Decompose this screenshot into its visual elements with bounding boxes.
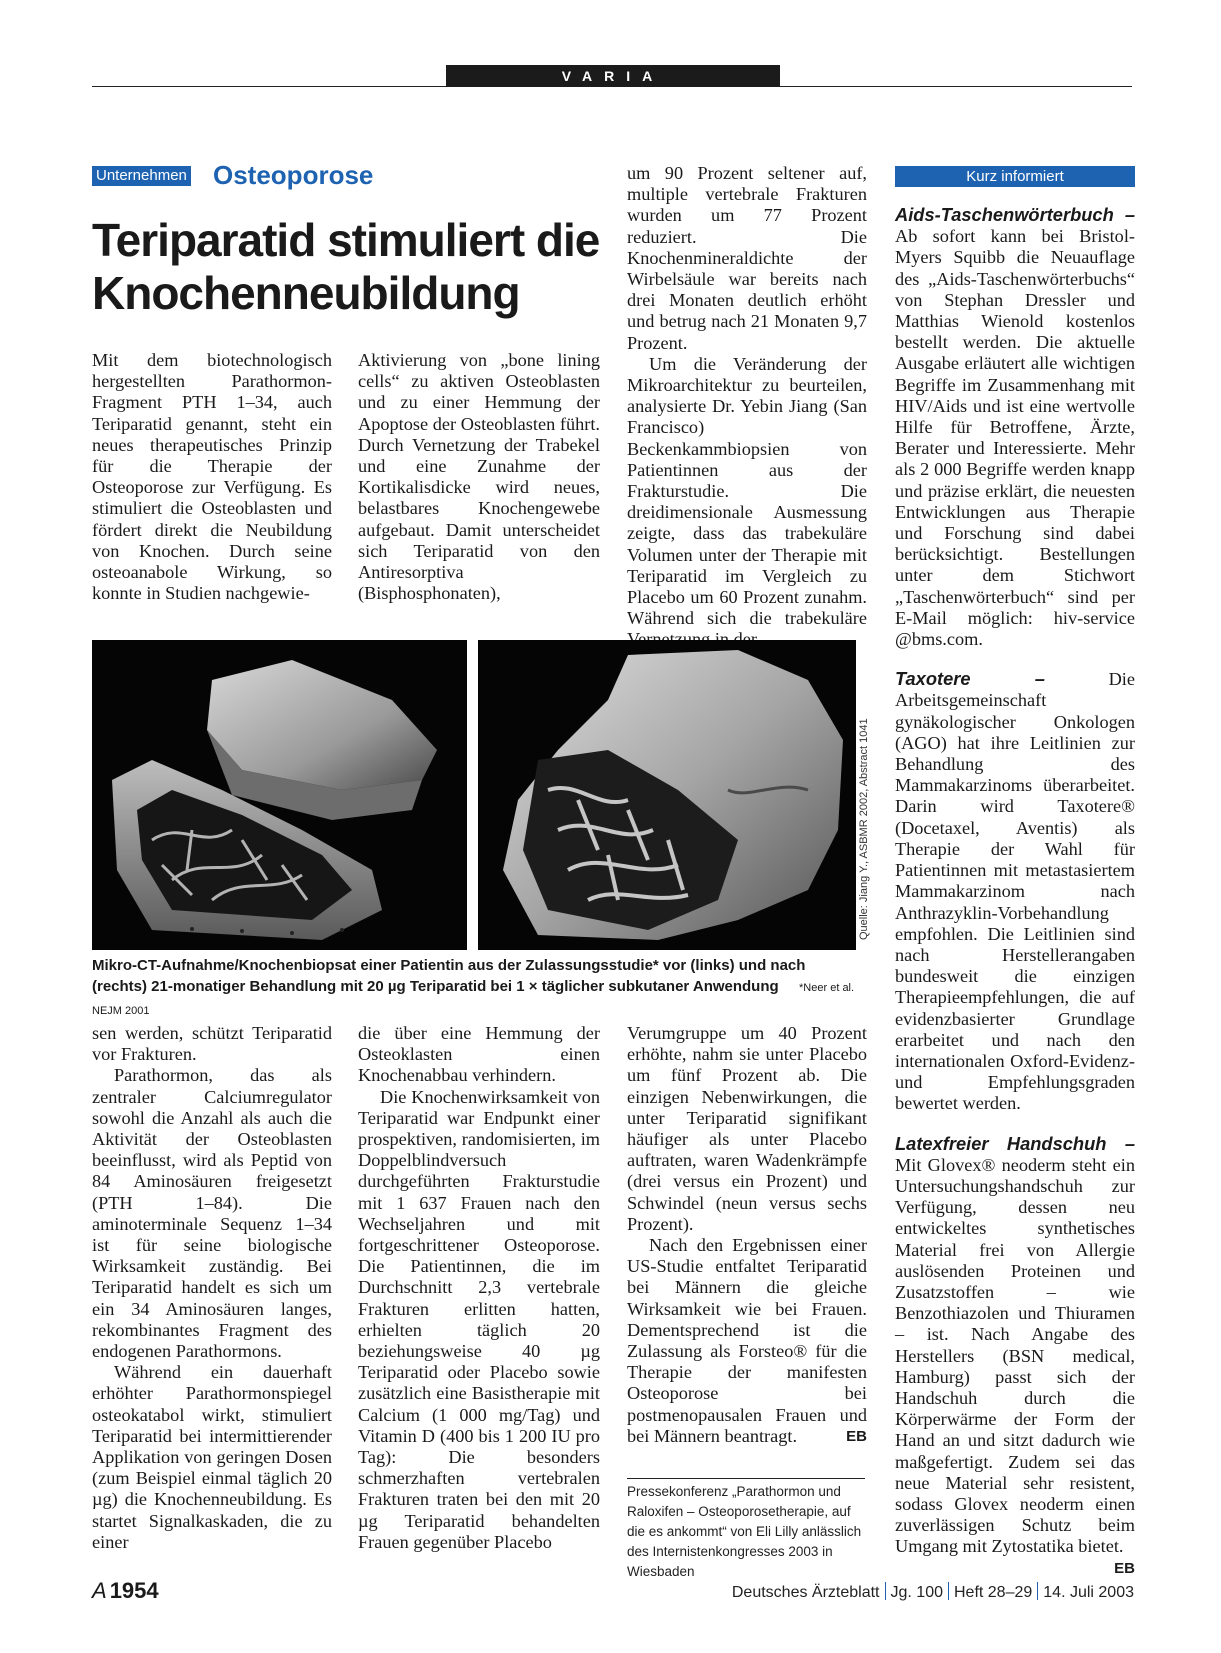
kicker: Osteoporose xyxy=(213,160,374,190)
caption-text: Mikro-CT-Aufnahme/Knochenbiopsat einer Patientin aus der Zulassungsstudie* vor (links) und nach (rechts) 21-monatiger Behandlung mit 20 µg Teriparatid bei 1 × täglicher subkutaner Anwendung xyxy=(92,957,806,995)
sidebar-tag: Kurz informiert xyxy=(895,166,1135,187)
page-number xyxy=(92,1578,159,1604)
entry-text: Ab sofort kann bei Bristol-Myers Squibb die Neuauflage des „Aids-Taschenwörterbuchs“ von Stephan Dressler und Matthias Wienold kostenlos bestellt werden. Die aktuelle Ausgabe erläutert alle wichtigen Begriffe im Zusammenhang mit HIV/Aids und ist eine wertvolle Hilfe für Betroffene, Ärzte, Berater und Interessierte. Mehr als 2 000 Begriffe werden knapp und präzise erklärt, die neuesten Entwicklungen aus Therapie und Forschung sind dabei berücksichtigt. Bestellungen unter dem Stichwort „Taschenwörterbuch“ sind per E-Mail möglich: hiv-service @bms.com. xyxy=(895,226,1135,650)
paragraph: Parathormon, das als zentraler Calciumregulator sowohl die Anzahl als auch die Aktivität der Osteoblasten beeinflusst, wird als Peptid von 84 Aminosäuren freigesetzt (PTH 1–84). Die aminoterminale Sequenz 1–34 ist für seine biologische Wirksamkeit zuständig. Bei Teriparatid handelt es sich um ein 34 Aminosäuren langes, rekombinantes Fragment des endogenen Parathormons. xyxy=(92,1065,332,1362)
paragraph: Während ein dauerhaft erhöhter Parathormonspiegel osteokatabol wirkt, stimuliert Teriparatid bei intermittierender Applikation von geringen Dosen (zum Beispiel einmal täglich 20 µg) die Knochenneubildung. Es startet Signalkaskaden, die zu einer xyxy=(92,1362,332,1552)
sidebar-entry-handschuh xyxy=(895,1132,1135,1577)
caption-source: *Neer et al. NEJM 2001 xyxy=(92,982,855,1017)
body-column-3-bottom xyxy=(627,1023,867,1447)
author-initials: EB xyxy=(846,1427,867,1445)
footnote-rule xyxy=(627,1478,865,1479)
sidebar-entry-aids xyxy=(895,204,1135,650)
body-column-2-bottom xyxy=(358,1023,600,1553)
headline: Teriparatid stimuliert die Knochenneubildung xyxy=(92,214,600,319)
separator xyxy=(885,1582,886,1600)
journal-volume: Jg. 100 xyxy=(890,1584,943,1601)
footer-journal-info xyxy=(732,1582,1134,1602)
sidebar-initials: EB xyxy=(1114,1559,1135,1577)
paragraph xyxy=(627,1235,867,1447)
paragraph: Verumgruppe um 40 Prozent erhöhte, nahm sie unter Placebo um fünf Prozent ab. Die einzigen Nebenwirkungen, die unter Teriparatid signifikant häufiger als unter Placebo auftraten, waren Wadenkrämpfe (drei versus ein Prozent) und Schwindel (neun versus sechs Prozent). xyxy=(627,1023,867,1234)
figure-caption xyxy=(92,955,862,1022)
body-column-1-top xyxy=(92,350,332,604)
paragraph: um 90 Prozent seltener auf, multiple vertebrale Frakturen wurden um 77 Prozent reduziert. Die Knochenmineraldichte der Wirbelsäule war bereits nach drei Monaten deutlich erhöht und betrug nach 21 Monaten 9,7 Prozent. xyxy=(627,163,867,353)
journal-date: 14. Juli 2003 xyxy=(1043,1584,1134,1601)
entry-lead: Latexfreier Handschuh – xyxy=(895,1132,1135,1154)
paragraph: Aktivierung von „bone lining cells“ zu aktiven Osteoblasten und zu einer Hemmung der Apoptose der Osteoblasten führt. Durch Vernetzung der Trabekel und eine Zunahme der Kortikalisdicke wird neues, belastbares Knochengewebe aufgebaut. Damit unterscheidet sich Teriparatid von den Antiresorptiva (Bisphosphonaten), xyxy=(358,350,600,604)
micro-ct-figure xyxy=(92,640,856,950)
paragraph: Mit dem biotechnologisch hergestellten Parathormon-Fragment PTH 1–34, auch Teriparatid genannt, steht ein neues therapeutisches Prinzip für die Therapie der Osteoporose zur Verfügung. Es stimuliert die Osteoblasten und fördert direkt die Neubildung von Knochen. Durch seine osteoanabole Wirkung, so konnte in Studien nachgewie- xyxy=(92,350,332,604)
category-tag: Unternehmen xyxy=(92,166,191,186)
footnote: Pressekonferenz „Parathormon und Raloxifen – Osteoporosetherapie, auf die es ankommt“ von Eli Lilly anlässlich des Internistenkongresses 2003 in Wiesbaden xyxy=(627,1484,862,1579)
page-prefix: A xyxy=(92,1578,107,1603)
bone-biopsy-after-illustration xyxy=(478,640,856,950)
journal-name: Deutsches Ärzteblatt xyxy=(731,1584,880,1601)
paragraph: sen werden, schützt Teriparatid vor Frakturen. xyxy=(92,1023,332,1065)
micro-ct-image-before xyxy=(92,640,467,950)
page-number-value: 1954 xyxy=(109,1578,159,1603)
paragraph: die über eine Hemmung der Osteoklasten einen Knochenabbau verhindern. xyxy=(358,1023,600,1086)
body-column-3-top xyxy=(627,163,867,651)
entry-text: Mit Glovex® neoderm steht ein Untersuchungshandschuh zur Verfügung, dessen neu entwickeltes synthetisches Material frei von Allergie auslösenden Proteinen und Zusatzstoffen – wie Benzothiazolen und Thiuramen – ist. Nach Angabe des Herstellers (BSN medical, Hamburg) passt sich der Handschuh durch die Körperwärme der Form der Hand an und sitzt dadurch wie maßgefertigt. Zudem sei das neue Material sehr resistent, sodass Glovex neoderm einen zuverlässigen Schutz beim Umgang mit Zytostatika bietet. xyxy=(895,1154,1135,1557)
body-column-2-top xyxy=(358,350,600,604)
journal-issue: Heft 28–29 xyxy=(953,1584,1033,1601)
body-column-1-bottom xyxy=(92,1023,332,1553)
bone-biopsy-before-illustration xyxy=(92,640,467,950)
sidebar-entry-taxotere xyxy=(895,668,1135,1114)
sidebar-kurz-informiert xyxy=(895,204,1135,1579)
section-label: VARIA xyxy=(446,65,780,87)
entry-lead: Taxotere – xyxy=(895,668,1045,690)
paragraph-text: Nach den Ergebnissen einer US-Studie entfaltet Teriparatid bei Männern die gleiche Wirksamkeit wie bei Frauen. Dementsprechend ist die Zulassung als Forsteo® für die Therapie der manifesten Osteoporose bei postmenopausalen Frauen und bei Männern beantragt. xyxy=(627,1235,867,1446)
paragraph: Um die Veränderung der Mikroarchitektur zu beurteilen, analysierte Dr. Yebin Jiang (San Francisco) Beckenkammbiopsien von Patientinnen aus der Frakturstudie. Die dreidimensionale Ausmessung zeigte, dass das trabekuläre Volumen unter der Therapie mit Teriparatid im Vergleich zu Placebo um 60 Prozent zunahm. Während sich die trabekuläre xyxy=(627,353,867,629)
image-credit: Quelle: Jiang Y., ASBMR 2002, Abstract 1041 xyxy=(858,718,870,940)
separator xyxy=(948,1582,949,1600)
entry-lead: Aids-Taschenwörterbuch – xyxy=(895,204,1135,225)
entry-text: Die Arbeitsgemeinschaft gynäkologischer Onkologen (AGO) hat ihre Leitlinien zur Behandlung des Mammakarzinoms überarbeitet. Darin wird Taxotere® (Docetaxel, Aventis) als Therapie der Wahl für Patientinnen mit metastasiertem Mammakarzinom nach Anthrazyklin-Vorbehandlung empfohlen. Die Leitlinien sind nach Herstellerangaben bundesweit die einzigen Therapieempfehlungen, die auf evidenzbasierter Grundlage erarbeitet und nach den internationalen Oxford-Evidenz- und Empfehlungsgraden bewertet werden. xyxy=(895,669,1135,1114)
paragraph: Die Knochenwirksamkeit von Teriparatid war Endpunkt einer prospektiven, randomisierten, im Doppelblindversuch durchgeführten Frakturstudie mit 1 637 Frauen nach den Wechseljahren und mit fortgeschrittener Osteoporose. Die Patientinnen, die im Durchschnitt 2,3 vertebrale Frakturen erlitten hatten, erhielten täglich 20 beziehungsweise 40 µg Teriparatid oder Placebo sowie zusätzlich eine Basistherapie mit Calcium (1 000 mg/Tag) und Vitamin D (400 bis 1 200 IU pro Tag): Die besonders schmerzhaften vertebralen Frakturen traten bei den mit 20 µg Teriparatid behandelten Frauen gegenüber Placebo xyxy=(358,1086,600,1552)
micro-ct-image-after xyxy=(478,640,856,950)
separator xyxy=(1037,1582,1038,1600)
